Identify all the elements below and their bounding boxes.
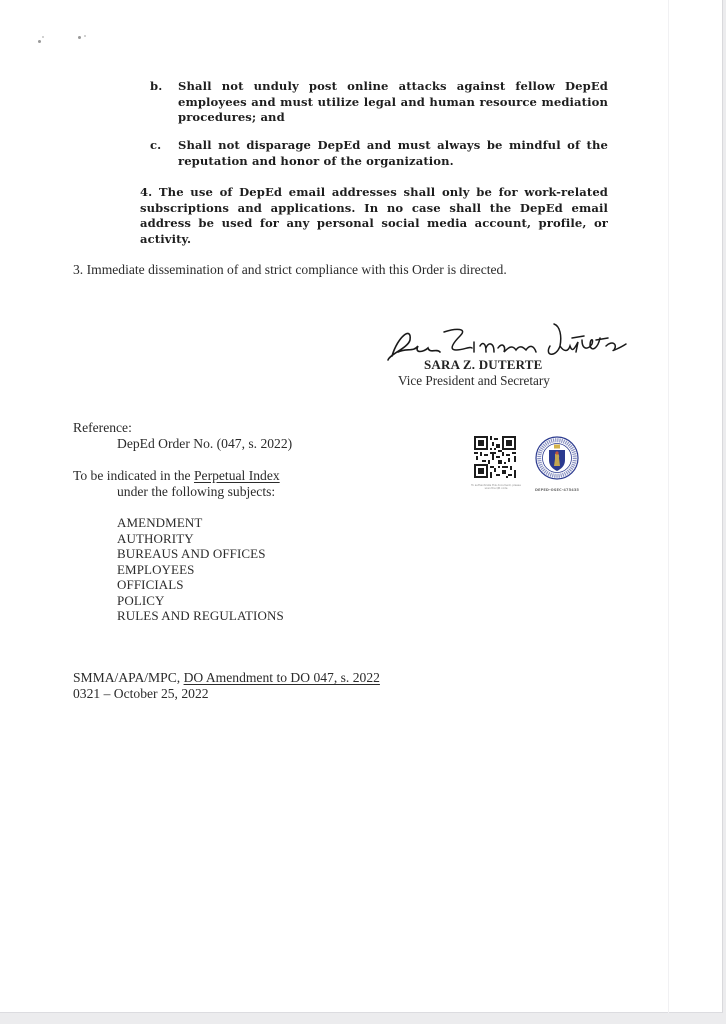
subject-item: EMPLOYEES <box>117 561 195 577</box>
item-text: Shall not disparage DepEd and must always be mindful of the reputation and honor of the organization. <box>178 138 608 168</box>
subject-item: RULES AND REGULATIONS <box>117 608 284 623</box>
item-label: c. <box>150 138 162 152</box>
page-fold-line <box>668 0 669 1013</box>
seal-block <box>524 436 590 492</box>
subject-item: AUTHORITY <box>117 530 194 546</box>
footer-code-line <box>73 670 380 686</box>
provision-item-4 <box>140 185 608 247</box>
signatory-name: SARA Z. DUTERTE <box>424 357 543 372</box>
reference-label: Reference: <box>73 420 132 435</box>
subject-item: AMENDMENT <box>117 515 203 530</box>
subject-item: BUREAUS AND OFFICES <box>117 546 266 561</box>
scan-smudge <box>84 35 86 37</box>
reference-value: DepEd Order No. (047, s. 2022) <box>117 436 293 451</box>
subject-item: POLICY <box>117 592 165 608</box>
perpetual-index-prefix: To be indicated in the <box>73 468 194 483</box>
seal-code: DEPED-OSEC-475435 <box>534 488 580 492</box>
qr-caption: To authenticate this document, please scan the QR code <box>471 484 521 491</box>
item-text: Shall not unduly post online attacks against fellow DepEd employees and must utilize legal and human resource mediation procedures; and <box>178 79 608 125</box>
footer-code-title: DO Amendment to DO 047, s. 2022 <box>183 670 380 685</box>
provision-item-b <box>150 79 608 126</box>
provision-item-c <box>150 138 608 169</box>
signatory-title: Vice President and Secretary <box>398 373 550 388</box>
deped-seal-icon <box>535 436 579 480</box>
qr-code-icon[interactable] <box>474 436 516 478</box>
scan-smudge <box>42 36 44 38</box>
subject-list <box>117 515 284 624</box>
footer-date: 0321 – October 25, 2022 <box>73 686 209 701</box>
paragraph-3: 3. Immediate dissemination of and strict compliance with this Order is directed. <box>73 262 507 277</box>
perpetual-index-link: Perpetual Index <box>193 468 280 483</box>
item-label: b. <box>150 79 163 93</box>
subject-item: OFFICIALS <box>117 577 184 592</box>
perpetual-index-line <box>73 468 280 484</box>
scan-smudge <box>38 40 41 43</box>
scan-smudge <box>78 36 81 39</box>
item-text: 4. The use of DepEd email addresses shall only be for work-related subscriptions and applications. In no case shall the DepEd email address be used for any personal social media account, profile, or activity. <box>140 185 608 246</box>
footer-code-prefix: SMMA/APA/MPC, <box>73 670 184 685</box>
qr-authentication-block <box>470 436 522 490</box>
perpetual-index-subline: under the following subjects: <box>117 484 276 499</box>
